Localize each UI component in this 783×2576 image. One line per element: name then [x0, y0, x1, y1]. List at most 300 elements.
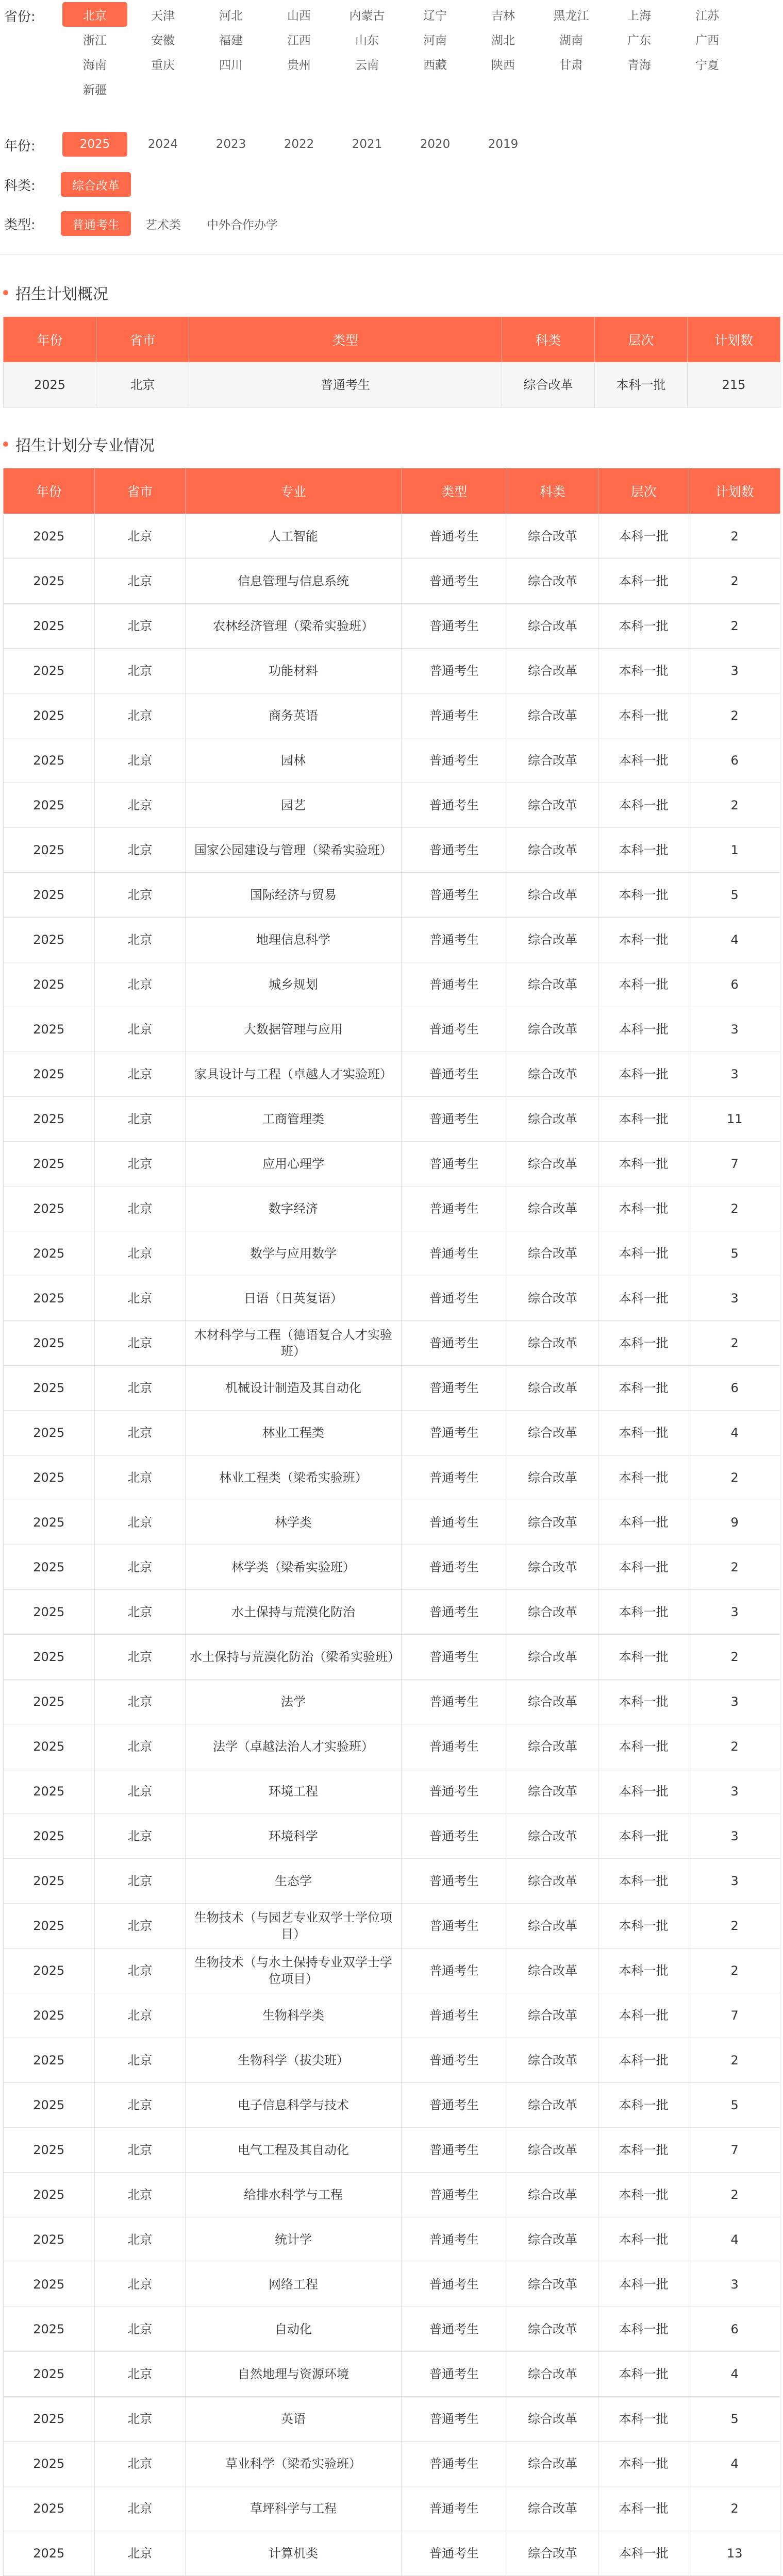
table-cell: 北京 [94, 604, 186, 649]
table-cell: 综合改革 [507, 828, 598, 873]
province-option[interactable] [537, 52, 605, 76]
table-row [4, 649, 780, 693]
table-row [4, 2352, 780, 2397]
table-cell: 本科一批 [598, 2442, 689, 2486]
table-cell: 普通考生 [401, 2442, 507, 2486]
table-cell: 生态学 [186, 1859, 402, 1904]
province-option-label: 甘肃 [559, 58, 583, 72]
table-cell: 综合改革 [507, 2173, 598, 2217]
table-cell: 北京 [94, 2262, 186, 2307]
table-cell: 2025 [4, 1455, 95, 1500]
type-option[interactable]: 艺术类 [145, 218, 181, 232]
type-label: 类型: [4, 217, 36, 233]
province-option[interactable] [333, 52, 401, 76]
table-cell: 网络工程 [186, 2262, 402, 2307]
table-cell: 北京 [94, 828, 186, 873]
majors-table [3, 468, 780, 2576]
table-cell: 综合改革 [507, 1231, 598, 1276]
province-option[interactable] [673, 52, 741, 76]
table-row [4, 2262, 780, 2307]
table-cell: 综合改革 [507, 604, 598, 649]
table-row [4, 783, 780, 828]
table-row [4, 604, 780, 649]
province-option-label: 山西 [287, 9, 311, 23]
province-option[interactable] [61, 27, 129, 52]
province-option[interactable] [605, 27, 673, 52]
table-cell: 综合改革 [507, 1187, 598, 1231]
table-cell: 2025 [4, 2486, 95, 2531]
table-cell: 综合改革 [507, 514, 598, 559]
type-option[interactable]: 普通考生 [61, 211, 131, 236]
table-cell: 综合改革 [507, 1769, 598, 1814]
type-option[interactable]: 中外合作办学 [207, 218, 278, 232]
table-row [4, 1590, 780, 1635]
table-cell: 北京 [94, 1904, 186, 1948]
province-option[interactable] [197, 27, 265, 52]
table-cell: 普通考生 [401, 1052, 507, 1097]
table-cell: 普通考生 [401, 1993, 507, 2038]
province-option-label: 海南 [83, 58, 107, 72]
table-cell: 普通考生 [401, 2262, 507, 2307]
table-cell: 本科一批 [598, 1231, 689, 1276]
table-cell: 6 [689, 738, 780, 783]
table-cell: 2025 [4, 2397, 95, 2442]
table-cell: 综合改革 [507, 918, 598, 962]
type-options [61, 211, 289, 236]
majors-body [4, 514, 780, 2576]
table-cell: 本科一批 [598, 2262, 689, 2307]
table-cell: 2025 [4, 1859, 95, 1904]
table-cell: 2025 [4, 1680, 95, 1724]
column-header: 省市 [94, 468, 186, 514]
table-cell: 3 [689, 1276, 780, 1321]
overview-body [4, 363, 780, 408]
table-cell: 本科一批 [598, 1097, 689, 1142]
table-cell: 本科一批 [598, 514, 689, 559]
table-cell: 北京 [94, 1814, 186, 1859]
table-row [4, 1411, 780, 1455]
province-option[interactable] [333, 27, 401, 52]
province-option-label: 河北 [219, 9, 243, 23]
table-row [4, 1097, 780, 1142]
table-cell: 本科一批 [598, 1635, 689, 1680]
table-cell: 本科一批 [598, 1680, 689, 1724]
table-cell: 2 [689, 1545, 780, 1590]
table-cell: 本科一批 [598, 1411, 689, 1455]
province-option-label: 云南 [355, 58, 379, 72]
province-option[interactable] [673, 2, 741, 27]
year-option[interactable] [197, 132, 265, 157]
table-cell: 2025 [4, 1590, 95, 1635]
table-cell: 数字经济 [186, 1187, 402, 1231]
province-option[interactable] [605, 2, 673, 27]
table-cell: 3 [689, 1052, 780, 1097]
province-option-label: 河南 [423, 33, 447, 47]
table-cell: 普通考生 [401, 2397, 507, 2442]
column-header: 层次 [598, 468, 689, 514]
table-cell: 普通考生 [401, 559, 507, 604]
table-cell: 普通考生 [401, 1411, 507, 1455]
table-cell: 2025 [4, 1411, 95, 1455]
table-cell: 13 [689, 2531, 780, 2576]
table-cell: 2 [689, 604, 780, 649]
table-cell: 自然地理与资源环境 [186, 2352, 402, 2397]
table-row [4, 1680, 780, 1724]
table-cell: 林学类（梁希实验班） [186, 1545, 402, 1590]
table-cell: 本科一批 [594, 363, 687, 408]
province-option[interactable] [605, 52, 673, 76]
table-cell: 普通考生 [401, 1545, 507, 1590]
table-cell: 水土保持与荒漠化防治 [186, 1590, 402, 1635]
province-option-label: 山东 [355, 33, 379, 47]
table-cell: 北京 [94, 2128, 186, 2173]
table-cell: 2025 [4, 1814, 95, 1859]
table-cell: 2025 [4, 2083, 95, 2128]
table-cell: 综合改革 [507, 1859, 598, 1904]
year-option-label: 2025 [62, 132, 127, 157]
table-cell: 环境工程 [186, 1769, 402, 1814]
province-option-label: 湖南 [559, 33, 583, 47]
table-cell: 生物技术（与园艺专业双学士学位项目） [186, 1904, 402, 1948]
table-cell: 普通考生 [401, 2307, 507, 2352]
table-row [4, 2307, 780, 2352]
table-cell: 综合改革 [507, 2486, 598, 2531]
table-cell: 2 [689, 1724, 780, 1769]
table-cell: 北京 [94, 1187, 186, 1231]
province-option[interactable] [401, 52, 469, 76]
table-cell: 本科一批 [598, 1052, 689, 1097]
table-cell: 普通考生 [401, 514, 507, 559]
province-option[interactable] [197, 2, 265, 27]
province-option-label: 贵州 [287, 58, 311, 72]
table-cell: 5 [689, 873, 780, 918]
year-option[interactable] [265, 132, 333, 157]
table-cell: 普通考生 [401, 783, 507, 828]
table-cell: 综合改革 [507, 873, 598, 918]
province-option-label: 安徽 [151, 33, 175, 47]
table-cell: 普通考生 [401, 1276, 507, 1321]
table-cell: 机械设计制造及其自动化 [186, 1366, 402, 1411]
subject-option[interactable]: 综合改革 [61, 172, 131, 197]
table-cell: 普通考生 [401, 2217, 507, 2262]
table-cell: 给排水科学与工程 [186, 2173, 402, 2217]
table-cell: 2 [689, 559, 780, 604]
province-option-label: 北京 [62, 2, 127, 27]
table-cell: 3 [689, 1814, 780, 1859]
table-cell: 法学（卓越法治人才实验班） [186, 1724, 402, 1769]
table-row [4, 2128, 780, 2173]
table-cell: 普通考生 [401, 2083, 507, 2128]
table-cell: 本科一批 [598, 2352, 689, 2397]
province-option[interactable] [197, 52, 265, 76]
table-cell: 北京 [94, 1500, 186, 1545]
province-option[interactable] [401, 2, 469, 27]
table-row [4, 2442, 780, 2486]
province-option[interactable] [469, 27, 537, 52]
table-cell: 普通考生 [401, 2531, 507, 2576]
table-cell: 3 [689, 649, 780, 693]
table-cell: 2025 [4, 828, 95, 873]
table-cell: 1 [689, 828, 780, 873]
table-row [4, 1859, 780, 1904]
table-cell: 商务英语 [186, 693, 402, 738]
table-cell: 普通考生 [189, 363, 502, 408]
year-option-label: 2021 [352, 138, 382, 151]
table-cell: 北京 [94, 2173, 186, 2217]
table-cell: 普通考生 [401, 1948, 507, 1993]
table-cell: 3 [689, 1680, 780, 1724]
column-header: 年份 [4, 468, 95, 514]
province-option[interactable] [61, 2, 129, 27]
table-cell: 本科一批 [598, 2486, 689, 2531]
table-cell: 综合改革 [507, 2397, 598, 2442]
table-cell: 4 [689, 918, 780, 962]
province-option[interactable] [265, 2, 333, 27]
province-option-label: 江苏 [695, 9, 719, 23]
table-cell: 环境科学 [186, 1814, 402, 1859]
table-row [4, 1007, 780, 1052]
table-cell: 普通考生 [401, 1187, 507, 1231]
table-cell: 6 [689, 2307, 780, 2352]
table-cell: 2025 [4, 1231, 95, 1276]
table-cell: 普通考生 [401, 1097, 507, 1142]
table-row [4, 2531, 780, 2576]
column-header: 类型 [401, 468, 507, 514]
province-option-label: 新疆 [83, 83, 107, 97]
table-cell: 本科一批 [598, 1276, 689, 1321]
province-option-label: 福建 [219, 33, 243, 47]
table-cell: 北京 [94, 783, 186, 828]
table-cell: 9 [689, 1500, 780, 1545]
table-cell: 北京 [94, 2531, 186, 2576]
year-option-label: 2020 [420, 138, 451, 151]
table-cell: 本科一批 [598, 1904, 689, 1948]
table-row [4, 1993, 780, 2038]
table-cell: 本科一批 [598, 2397, 689, 2442]
table-cell: 2025 [4, 918, 95, 962]
table-cell: 本科一批 [598, 1590, 689, 1635]
table-row [4, 559, 780, 604]
table-cell: 综合改革 [507, 2531, 598, 2576]
table-cell: 综合改革 [507, 783, 598, 828]
subject-label: 科类: [4, 178, 36, 194]
table-cell: 信息管理与信息系统 [186, 559, 402, 604]
table-cell: 普通考生 [401, 1859, 507, 1904]
year-option[interactable] [61, 132, 129, 157]
province-option[interactable] [129, 2, 197, 27]
table-cell: 普通考生 [401, 1680, 507, 1724]
table-cell: 2025 [4, 1769, 95, 1814]
majors-section-title [3, 433, 155, 455]
table-cell: 北京 [94, 1142, 186, 1187]
table-cell: 本科一批 [598, 2217, 689, 2262]
table-cell: 普通考生 [401, 604, 507, 649]
table-cell: 综合改革 [507, 1052, 598, 1097]
table-cell: 2025 [4, 1276, 95, 1321]
table-cell: 本科一批 [598, 918, 689, 962]
table-cell: 2025 [4, 649, 95, 693]
province-option[interactable] [61, 76, 129, 101]
year-option-label: 2023 [215, 138, 246, 151]
table-cell: 6 [689, 962, 780, 1007]
table-cell: 北京 [94, 1411, 186, 1455]
table-cell: 北京 [94, 1993, 186, 2038]
province-label: 省份: [4, 9, 36, 25]
table-cell: 本科一批 [598, 1769, 689, 1814]
table-cell: 2025 [4, 738, 95, 783]
overview-header-row [4, 317, 780, 363]
table-cell: 园艺 [186, 783, 402, 828]
province-option[interactable] [537, 2, 605, 27]
table-cell: 北京 [94, 1097, 186, 1142]
column-header: 科类 [507, 468, 598, 514]
table-cell: 综合改革 [507, 1724, 598, 1769]
table-cell: 2 [689, 1948, 780, 1993]
table-cell: 普通考生 [401, 2173, 507, 2217]
table-row [4, 2397, 780, 2442]
table-cell: 本科一批 [598, 2531, 689, 2576]
table-row [4, 1276, 780, 1321]
table-cell: 2 [689, 1187, 780, 1231]
province-option-label: 陕西 [491, 58, 515, 72]
table-cell: 2025 [4, 1007, 95, 1052]
table-cell: 本科一批 [598, 1724, 689, 1769]
table-row [4, 1814, 780, 1859]
table-cell: 综合改革 [507, 1276, 598, 1321]
table-cell: 综合改革 [507, 2128, 598, 2173]
table-cell: 综合改革 [507, 1007, 598, 1052]
province-option[interactable] [129, 27, 197, 52]
table-cell: 北京 [94, 1769, 186, 1814]
table-cell: 4 [689, 2352, 780, 2397]
year-option[interactable] [129, 132, 197, 157]
table-cell: 2025 [4, 1993, 95, 2038]
table-cell: 本科一批 [598, 604, 689, 649]
table-cell: 普通考生 [401, 1231, 507, 1276]
table-cell: 综合改革 [502, 363, 594, 408]
table-cell: 2025 [4, 1366, 95, 1411]
table-row [4, 1724, 780, 1769]
table-cell: 本科一批 [598, 738, 689, 783]
table-cell: 北京 [96, 363, 189, 408]
table-cell: 电子信息科学与技术 [186, 2083, 402, 2128]
province-option-label: 吉林 [491, 9, 515, 23]
table-cell: 2025 [4, 1635, 95, 1680]
table-cell: 2025 [4, 1948, 95, 1993]
table-row [4, 1635, 780, 1680]
province-option[interactable] [265, 27, 333, 52]
table-cell: 普通考生 [401, 1321, 507, 1366]
table-cell: 2 [689, 514, 780, 559]
table-cell: 2025 [4, 693, 95, 738]
table-cell: 本科一批 [598, 1859, 689, 1904]
table-cell: 综合改革 [507, 2262, 598, 2307]
table-cell: 普通考生 [401, 1366, 507, 1411]
province-option-label: 广东 [627, 33, 651, 47]
table-cell: 北京 [94, 1724, 186, 1769]
table-cell: 北京 [94, 1321, 186, 1366]
table-cell: 综合改革 [507, 1635, 598, 1680]
province-option[interactable] [469, 52, 537, 76]
table-cell: 2025 [4, 2352, 95, 2397]
table-row [4, 2038, 780, 2083]
table-cell: 2 [689, 2486, 780, 2531]
table-cell: 4 [689, 2217, 780, 2262]
table-cell: 综合改革 [507, 1904, 598, 1948]
table-cell: 北京 [94, 2397, 186, 2442]
table-cell: 2025 [4, 559, 95, 604]
table-cell: 大数据管理与应用 [186, 1007, 402, 1052]
table-cell: 普通考生 [401, 1455, 507, 1500]
province-option[interactable] [537, 27, 605, 52]
year-option[interactable] [333, 132, 401, 157]
table-cell: 北京 [94, 1635, 186, 1680]
overview-title: 招生计划概况 [15, 285, 108, 303]
table-cell: 3 [689, 1769, 780, 1814]
table-cell: 普通考生 [401, 828, 507, 873]
table-cell: 综合改革 [507, 962, 598, 1007]
subject-options [61, 172, 131, 197]
province-option-label: 广西 [695, 33, 719, 47]
year-option[interactable] [469, 132, 537, 157]
table-cell: 计算机类 [186, 2531, 402, 2576]
table-cell: 水土保持与荒漠化防治（梁希实验班） [186, 1635, 402, 1680]
table-cell: 本科一批 [598, 2307, 689, 2352]
province-option-label: 四川 [219, 58, 243, 72]
table-cell: 自动化 [186, 2307, 402, 2352]
table-cell: 2025 [4, 2217, 95, 2262]
table-cell: 215 [687, 363, 780, 408]
table-cell: 综合改革 [507, 559, 598, 604]
table-cell: 2 [689, 693, 780, 738]
table-row [4, 363, 780, 408]
province-option[interactable] [401, 27, 469, 52]
table-cell: 北京 [94, 962, 186, 1007]
table-cell: 本科一批 [598, 649, 689, 693]
table-cell: 农林经济管理（梁希实验班） [186, 604, 402, 649]
table-cell: 英语 [186, 2397, 402, 2442]
table-cell: 2025 [4, 1321, 95, 1366]
table-row [4, 828, 780, 873]
province-option[interactable] [469, 2, 537, 27]
table-row [4, 1187, 780, 1231]
table-row [4, 2486, 780, 2531]
table-cell: 普通考生 [401, 962, 507, 1007]
table-row [4, 1904, 780, 1948]
table-cell: 综合改革 [507, 1411, 598, 1455]
year-option[interactable] [401, 132, 469, 157]
majors-title: 招生计划分专业情况 [15, 437, 155, 455]
table-cell: 北京 [94, 873, 186, 918]
table-cell: 本科一批 [598, 1187, 689, 1231]
table-cell: 2025 [4, 962, 95, 1007]
table-cell: 综合改革 [507, 738, 598, 783]
table-cell: 2025 [4, 2442, 95, 2486]
province-option[interactable] [61, 52, 129, 76]
table-row [4, 693, 780, 738]
table-cell: 草坪科学与工程 [186, 2486, 402, 2531]
table-cell: 普通考生 [401, 2128, 507, 2173]
province-option[interactable] [129, 52, 197, 76]
table-cell: 2025 [4, 1545, 95, 1590]
table-cell: 北京 [94, 918, 186, 962]
province-option[interactable] [333, 2, 401, 27]
table-cell: 普通考生 [401, 2038, 507, 2083]
table-cell: 北京 [94, 2486, 186, 2531]
province-option[interactable] [265, 52, 333, 76]
province-option[interactable] [673, 27, 741, 52]
table-row [4, 1142, 780, 1187]
